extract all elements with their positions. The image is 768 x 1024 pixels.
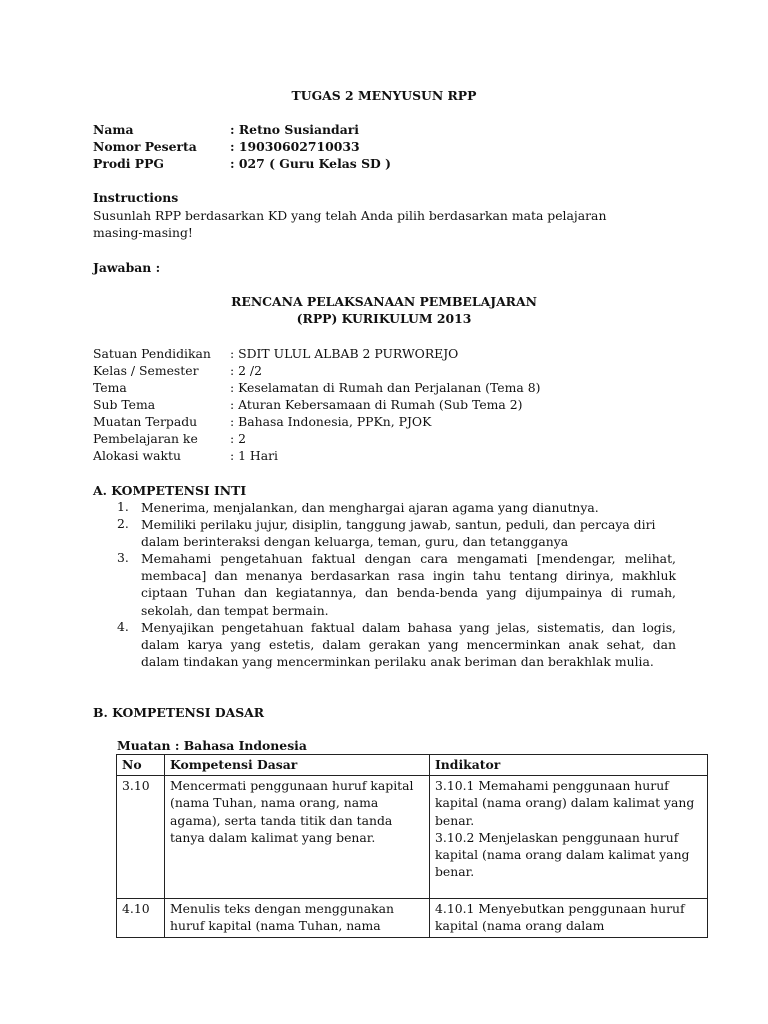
detail-value: : Keselamatan di Rumah dan Perjalanan (Tema 8) bbox=[230, 380, 541, 395]
instructions-text: Susunlah RPP berdasarkan KD yang telah Anda pilih berdasarkan mata pelajaran masing-masing! bbox=[93, 208, 607, 241]
indikator-text: Memahami penggunaan huruf kapital (nama orang) dalam kalimat yang benar. bbox=[435, 778, 695, 828]
muatan-label: Muatan : Bahasa Indonesia bbox=[117, 738, 307, 753]
table-row bbox=[117, 776, 708, 899]
indikator-text: Menjelaskan penggunaan huruf kapital (nama orang dalam kalimat yang benar. bbox=[435, 829, 690, 880]
ki-item-text: Menyajikan pengetahuan faktual dalam bahasa yang jelas, sistematis, dan logis, dalam karya yang estetis, dalam gerakan yang mencerminkan anak sehat, dan dalam tindakan yang mencerminkan perilaku anak beriman dan berakhlak mulia. bbox=[141, 620, 676, 670]
section-a-heading: A. KOMPETENSI INTI bbox=[93, 483, 247, 498]
table-header-cell: No bbox=[117, 755, 165, 776]
table-cell-no: 3.10 bbox=[117, 776, 165, 899]
detail-value: : Aturan Kebersamaan di Rumah (Sub Tema 2) bbox=[230, 397, 523, 412]
ki-item-number: 1. bbox=[117, 499, 129, 514]
table-header-cell: Indikator bbox=[430, 755, 708, 776]
table-header-cell: Kompetensi Dasar bbox=[165, 755, 430, 776]
identity-value-prodi: : 027 ( Guru Kelas SD ) bbox=[230, 156, 391, 171]
detail-value: : 1 Hari bbox=[230, 448, 279, 463]
section-b-heading: B. KOMPETENSI DASAR bbox=[93, 705, 265, 720]
table-cell-kd: Mencermati penggunaan huruf kapital (nama Tuhan, nama orang, nama agama), serta tanda titik dan tanda tanya dalam kalimat yang benar. bbox=[165, 776, 430, 899]
ki-item-number: 2. bbox=[117, 516, 129, 531]
detail-label: Kelas / Semester bbox=[93, 363, 199, 378]
identity-value-nama: : Retno Susiandari bbox=[230, 122, 359, 137]
table-cell-indikator bbox=[430, 899, 708, 937]
detail-label: Pembelajaran ke bbox=[93, 431, 198, 446]
table-cell-kd: Menulis teks dengan menggunakan huruf kapital (nama Tuhan, nama bbox=[165, 899, 430, 937]
indikator-item bbox=[435, 900, 702, 934]
detail-label: Sub Tema bbox=[93, 397, 156, 412]
indikator-item bbox=[435, 777, 702, 829]
indikator-text: Menyebutkan penggunaan huruf kapital (nama orang dalam bbox=[435, 901, 685, 934]
detail-label: Satuan Pendidikan bbox=[93, 346, 211, 361]
detail-value: : Bahasa Indonesia, PPKn, PJOK bbox=[230, 414, 432, 429]
indikator-number: 4.10.1 bbox=[435, 901, 475, 917]
detail-value: : 2 bbox=[230, 431, 246, 446]
ki-item-text: Memahami pengetahuan faktual dengan cara mengamati [mendengar, melihat, membaca] dan menanya berdasarkan rasa ingin tahu tentang dirinya, makhluk ciptaan Tuhan dan kegiatannya, dan benda-benda yang dijumpainya di rumah, sekolah, dan tempat bermain. bbox=[141, 551, 676, 618]
instructions-heading: Instructions bbox=[93, 190, 179, 205]
identity-label-nama: Nama bbox=[93, 122, 134, 137]
rpp-title-line2: (RPP) KURIKULUM 2013 bbox=[296, 311, 472, 326]
indikator-number: 3.10.1 bbox=[435, 778, 475, 794]
rpp-title-line1: RENCANA PELAKSANAAN PEMBELAJARAN bbox=[231, 294, 537, 309]
indikator-number: 3.10.2 bbox=[435, 829, 475, 845]
indikator-item bbox=[435, 829, 702, 881]
jawaban-label: Jawaban : bbox=[93, 260, 161, 275]
identity-value-nomor: : 19030602710033 bbox=[230, 139, 360, 154]
ki-item-text: Memiliki perilaku jujur, disiplin, tanggung jawab, santun, peduli, dan percaya diri dalam berinteraksi dengan keluarga, teman, guru, dan tetangganya bbox=[141, 517, 656, 550]
kompetensi-dasar-table bbox=[116, 754, 708, 938]
table-row bbox=[117, 899, 708, 937]
detail-label: Muatan Terpadu bbox=[93, 414, 198, 429]
ki-item-number: 4. bbox=[117, 619, 129, 634]
ki-item-text: Menerima, menjalankan, dan menghargai ajaran agama yang dianutnya. bbox=[141, 500, 599, 515]
table-cell-indikator bbox=[430, 776, 708, 899]
detail-label: Alokasi waktu bbox=[93, 448, 181, 463]
ki-item-number: 3. bbox=[117, 550, 129, 565]
table-header-row bbox=[117, 755, 708, 776]
detail-value: : SDIT ULUL ALBAB 2 PURWOREJO bbox=[230, 346, 459, 361]
detail-label: Tema bbox=[93, 380, 127, 395]
identity-label-prodi: Prodi PPG bbox=[93, 156, 165, 171]
detail-value: : 2 /2 bbox=[230, 363, 262, 378]
doc-title: TUGAS 2 MENYUSUN RPP bbox=[291, 88, 477, 103]
identity-label-nomor: Nomor Peserta bbox=[93, 139, 197, 154]
table-cell-no: 4.10 bbox=[117, 899, 165, 937]
